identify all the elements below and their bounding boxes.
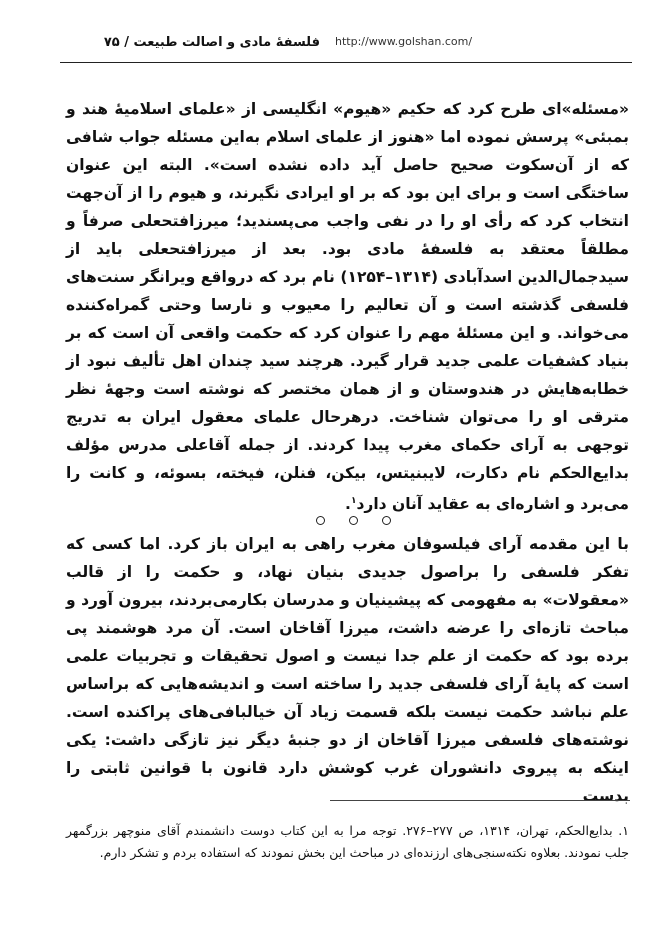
- body-paragraph-1: «مسئله»ای طرح کرد که حکیم «هیوم» انگلیسی از «علمای اسلامیهٔ هند و بمبئی» پرسش نموده اما «هنوز از علمای اسلام به‌این مسئله جواب شافی که از آن‌سکوت صحیح حاصل آید داده نشده است». البته این عنوان ساختگی است و برای این بود که بر او ایرادی نگیرند، و هیوم را از آن‌جهت انتخاب کرد که رأی او را در نفی واجب می‌پسندید؛ میرزافتحعلی صرفاً و مطلقاً معتقد به فلسفهٔ مادی بود. بعد از میرزافتحعلی باید از سیدجمال‌الدین اسدآبادی (۱۳۱۴–۱۲۵۴) نام برد که درواقع ویرانگر سنت‌های فلسفی گذشته است و آن تعالیم را معیوب و نارسا وحتی گمراه‌کننده می‌خواند. و این مسئلهٔ مهم را عنوان کرد که حکمت واقعی آن است که بر بنیاد کشفیات علمی جدید قرار گیرد. هرچند سید چندان اهل تألیف نبود از خطابه‌هایش در هندوستان و از همان مختصر که نوشته است وجههٔ نظر مترقی او را می‌توان شناخت. درهرحال علمای معقول ایران به تدریج توجهی به آرای حکمای مغرب پیدا کردند. از جمله آقاعلی مدرس مؤلف بدایع‌الحکم نام دکارت، لایبنیتس، بیکن، فنلن، فیخته، بسوئه، و کانت را می‌برد و اشاره‌ای به عقاید آنان دارد$^۱$.: [66, 100, 629, 514]
- separator-circle-icon: [382, 516, 391, 525]
- footnote-divider: [330, 800, 630, 801]
- separator-circle-icon: [316, 516, 325, 525]
- header-divider: [60, 62, 632, 63]
- running-header-title: فلسفهٔ مادی و اصالت طبیعت / ۷۵: [103, 35, 320, 50]
- footnote-text: ۱. بدایع‌الحکم، تهران، ۱۳۱۴، ص ۲۷۷–۲۷۶. توجه مرا به این کتاب دوست دانشمندم آقای منوچهر بزرگمهر جلب نمودند. بعلاوه نکته‌سنجی‌های ارزنده‌ای در مباحث این بخش نمودند که استفاده بردم و تشکر دارم.: [66, 823, 629, 860]
- paragraph-1-text: «مسئله»ای طرح کرد که حکیم «هیوم» انگلیسی از «علمای اسلامیهٔ هند و بمبئی» پرسش نموده اما «هنوز از علمای اسلام به‌این مسئله جواب شافی که از آن‌سکوت صحیح حاصل آید داده نشده است». البته این عنوان ساختگی است و برای این بود که بر او ایرادی نگیرند، و هیوم را از آن‌جهت انتخاب کرد که رأی او را در نفی واجب می‌پسندید؛ میرزافتحعلی صرفاً و مطلقاً معتقد به فلسفهٔ مادی بود. بعد از میرزافتحعلی باید از سیدجمال‌الدین اسدآبادی (۱۳۱۴–۱۲۵۴) نام برد که درواقع ویرانگر سنت‌های فلسفی گذشته است و آن تعالیم را معیوب و نارسا وحتی گمراه‌کننده می‌خواند. و این مسئلهٔ مهم را عنوان کرد که حکمت واقعی آن است که بر بنیاد کشفیات علمی جدید قرار گیرد. هرچند سید چندان اهل تألیف نبود از خطابه‌هایش در هندوستان و از همان مختصر که نوشته است وجههٔ نظر مترقی او را می‌توان شناخت. درهرحال علمای معقول ایران به تدریج توجهی به آرای حکمای مغرب پیدا کردند. از جمله آقاعلی مدرس مؤلف بدایع‌الحکم نام دکارت، لایبنیتس، بیکن، فنلن، فیخته، بسوئه، و کانت را می‌برد و اشاره‌ای به عقاید آنان دارد: [66, 100, 629, 514]
- body-paragraph-2: با این مقدمه آرای فیلسوفان مغرب راهی به ایران باز کرد. اما کسی که تفکر فلسفی را براصول جدیدی بنیان نهاد، و حکمت را از قالب «معقولات» به مفهومی که پیشینیان و مدرسان بکارمی‌بردند، بیرون آورد و مباحث تازه‌ای را عرضه داشت، میرزا آقاخان است. آن مرد هوشمند پی برده بود که حکمت از علم جدا نیست و اصول تحقیقات و تجربیات علمی است که پایهٔ آرای فلسفی جدید را ساخته است و اندیشه‌هایی که براساس علم نباشد حکمت نیست بلکه قسمت زیاد آن خیالبافی‌های پراکنده است. نوشته‌های فلسفی میرزا آقاخان از دو جنبهٔ دیگر نیز تازگی داشت: یکی اینکه به پیروی دانشوران غرب کوشش دارد قانون با قوانین ثابتی را بدست: [66, 535, 629, 805]
- separator-circle-icon: [349, 516, 358, 525]
- header-url[interactable]: http://www.golshan.com/: [335, 35, 473, 48]
- footnote-reference[interactable]: ۱: [350, 496, 357, 506]
- section-separator: [316, 510, 391, 530]
